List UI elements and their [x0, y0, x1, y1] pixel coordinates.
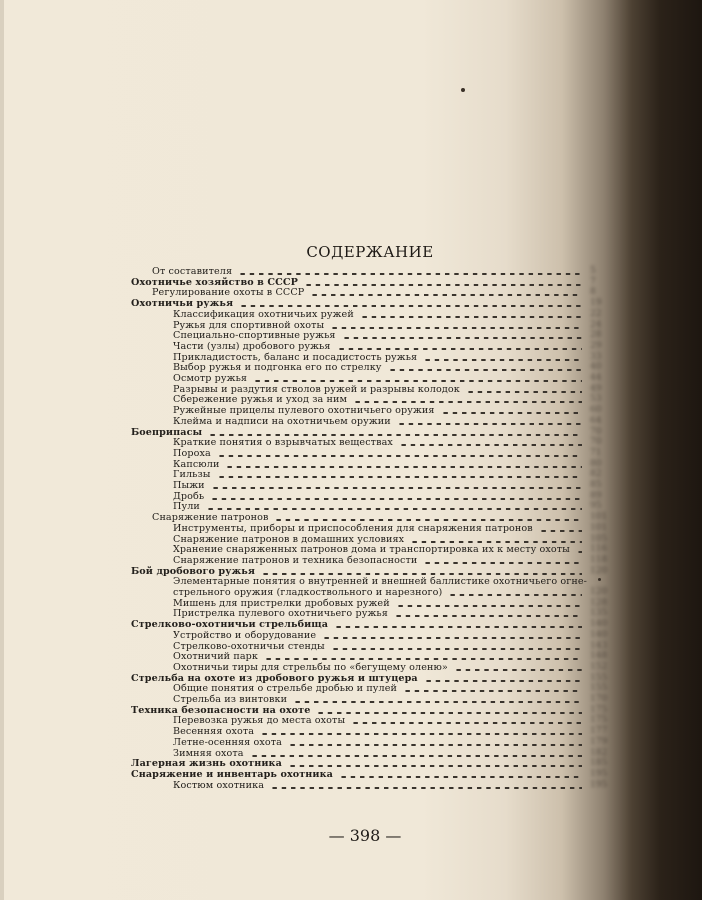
toc-entry-page: 101	[590, 512, 608, 523]
toc-dot-leader	[403, 690, 582, 692]
toc-dot-leader	[208, 434, 582, 436]
toc-entry-title: Гильзы	[173, 469, 211, 481]
toc-entry-title: Дробь	[173, 490, 205, 502]
toc-entry-page: 128	[590, 597, 608, 608]
toc-entry-page: 80	[590, 458, 602, 469]
toc-entry-page: 177	[590, 726, 608, 737]
toc-entry-page: 118	[590, 554, 608, 565]
toc-entry-page: 29	[590, 340, 602, 351]
toc-entry	[0, 362, 702, 373]
toc-entry-title: Ружейные прицелы пулевого охотничьего оружия	[173, 405, 435, 417]
toc-entry-title: Перевозка ружья до места охоты	[173, 715, 346, 727]
toc-entry-title: Краткие понятия о взрывчатых веществах	[173, 437, 393, 449]
toc-entry-page: 135	[590, 608, 608, 619]
toc-dot-leader	[253, 380, 582, 382]
toc-entry-page: 70	[590, 426, 602, 437]
toc-entry-title: Общие понятия о стрельбе дробью и пулей	[173, 683, 398, 695]
toc-dot-leader	[334, 626, 582, 628]
toc-entry	[0, 662, 702, 673]
toc-dot-leader	[270, 787, 582, 789]
toc-entry-title: Зимняя охота	[173, 747, 244, 759]
toc-entry-page: 195	[590, 779, 608, 790]
toc-entry-title: стрельного оружия (гладкоствольного и нарезного)	[173, 587, 443, 598]
toc-entry-page: 49	[590, 383, 602, 394]
toc-dot-leader	[351, 722, 582, 724]
toc-dot-leader	[274, 519, 582, 521]
toc-dot-leader	[260, 733, 582, 735]
toc-dot-leader	[454, 669, 582, 671]
toc-entry-title: Снаряжение патронов	[152, 512, 269, 524]
toc-entry-page: 33	[590, 351, 602, 362]
toc-entry-page: 53	[590, 394, 602, 405]
toc-entry	[0, 341, 702, 352]
toc-entry-page: 120	[590, 565, 608, 576]
toc-entry-title: Элементарные понятия о внутренней и внешней баллистике охотничьего огне-	[173, 576, 587, 588]
toc-entry-title: Бой дробового ружья	[131, 565, 256, 577]
toc-dot-leader	[423, 562, 582, 564]
toc-dot-leader	[239, 305, 582, 307]
toc-entry-title: Сбережение ружья и уход за ним	[173, 394, 348, 406]
toc-entry-page: 170	[590, 694, 608, 704]
toc-entry-title: Прикладистость, баланс и посадистость ружья	[173, 351, 418, 363]
toc-entry-page: 185	[590, 758, 608, 769]
toc-entry-page: 85	[590, 480, 602, 490]
toc-entry-page: 28	[590, 330, 602, 341]
toc-entry-page: 179	[590, 736, 608, 747]
toc-entry	[0, 630, 702, 641]
toc-entry-title: Пули	[173, 501, 200, 513]
toc-entry	[0, 534, 702, 545]
toc-entry	[0, 748, 702, 759]
toc-dot-leader	[206, 508, 582, 510]
toc-entry-title: Костюм охотника	[173, 779, 265, 791]
toc-dot-leader	[330, 327, 582, 329]
toc-dot-leader	[337, 348, 582, 350]
toc-entry	[0, 673, 702, 684]
toc-entry	[0, 619, 702, 630]
toc-entry	[0, 384, 702, 395]
toc-entry	[0, 298, 702, 309]
toc-entry-page: 8	[590, 287, 596, 298]
toc-entry-page: 155	[590, 683, 608, 694]
toc-entry-page: 60	[590, 405, 602, 416]
toc-entry-title: Пыжи	[173, 480, 205, 491]
toc-entry-page: 101	[590, 522, 608, 533]
toc-entry-title: Регулирование охоты в СССР	[152, 287, 305, 299]
toc-entry-page: 95	[590, 501, 602, 512]
toc-entry-title: Стрельба из винтовки	[173, 694, 288, 705]
toc-entry-title: Капсюли	[173, 458, 220, 470]
toc-entry	[0, 437, 702, 448]
toc-entry-page: 64	[590, 415, 602, 426]
toc-entry	[0, 598, 702, 609]
toc-entry	[0, 758, 702, 769]
toc-entry-title: Устройство и оборудование	[173, 629, 317, 641]
toc-entry	[0, 469, 702, 480]
toc-dot-leader	[288, 744, 582, 746]
toc-entry-page: 175	[590, 704, 608, 715]
toc-entry	[0, 352, 702, 363]
toc-dot-leader	[322, 637, 582, 639]
toc-entry-title: Охотничьи ружья	[131, 298, 234, 310]
toc-entry	[0, 287, 702, 298]
toc-dot-leader	[310, 294, 582, 296]
toc-entry-title: Стрелково-охотничьи стрельбища	[131, 619, 329, 631]
toc-entry	[0, 373, 702, 384]
toc-dot-leader	[217, 455, 582, 457]
toc-entry-title: Весенняя охота	[173, 726, 255, 738]
toc-dot-leader	[539, 530, 582, 532]
toc-dot-leader	[399, 444, 582, 446]
toc-entry	[0, 427, 702, 438]
toc-entry	[0, 459, 702, 470]
toc-entry	[0, 512, 702, 523]
toc-entry-title: Летне-осенняя охота	[173, 736, 282, 748]
toc-dot-leader	[576, 551, 582, 553]
toc-entry-title: Охотничий парк	[173, 651, 258, 663]
toc-entry	[0, 394, 702, 405]
toc-entry	[0, 683, 702, 694]
toc-entry	[0, 651, 702, 662]
toc-entry-title: Охотничьи тиры для стрельбы по «бегущему оленю»	[173, 661, 448, 673]
toc-entry-page: 140	[590, 619, 608, 630]
toc-entry-title: Классификация охотничьих ружей	[173, 308, 354, 320]
toc-entry-page: 143	[590, 640, 608, 651]
toc-entry-title: Боеприпасы	[131, 426, 203, 438]
toc-dot-leader	[217, 476, 582, 478]
toc-entry-title: Снаряжение патронов и техника безопасности	[173, 554, 418, 566]
toc-entry-page: 19	[590, 298, 602, 309]
toc-entry-title: Выбор ружья и подгонка его по стрелку	[173, 362, 382, 374]
toc-entry-title: От составителя	[152, 266, 233, 277]
toc-entry	[0, 448, 702, 459]
toc-entry	[0, 320, 702, 331]
toc-entry-page: 148	[590, 651, 608, 662]
toc-entry-page: 182	[590, 747, 608, 758]
toc-dot-leader	[264, 658, 582, 660]
toc-entry-page: 155	[590, 672, 608, 683]
toc-dot-leader	[424, 680, 582, 682]
toc-entry-title: Стрельба на охоте из дробового ружья и штуцера	[131, 672, 418, 684]
toc-entry-title: Пристрелка пулевого охотничьего ружья	[173, 608, 388, 620]
toc-entry	[0, 277, 702, 288]
toc-dot-leader	[261, 573, 582, 575]
toc-entry	[0, 694, 702, 705]
toc-dot-leader	[396, 605, 582, 607]
toc-entry	[0, 608, 702, 619]
toc-entry-page: 120	[590, 587, 608, 597]
toc-entry	[0, 715, 702, 726]
toc-dot-leader	[353, 401, 582, 403]
toc-entry-title: Разрывы и раздутия стволов ружей и разрывы колодок	[173, 383, 460, 395]
toc-entry-title: Охотничье хозяйство в СССР	[131, 276, 298, 288]
toc-entry	[0, 491, 702, 502]
toc-entry	[0, 544, 702, 555]
toc-entry-page: 140	[590, 629, 608, 640]
toc-dot-leader	[210, 498, 582, 500]
toc-entry	[0, 309, 702, 320]
toc-entry-title: Снаряжение патронов в домашних условиях	[173, 533, 405, 545]
toc-entry	[0, 566, 702, 577]
toc-entry-page: 71	[590, 447, 602, 458]
toc-entry	[0, 587, 702, 598]
toc-dot-leader	[250, 755, 582, 757]
toc-dot-leader	[466, 391, 582, 393]
toc-entry	[0, 405, 702, 416]
toc-dot-leader	[331, 648, 582, 650]
toc-entry	[0, 330, 702, 341]
toc-entry-page: 116	[590, 544, 608, 555]
toc-dot-leader	[448, 594, 582, 596]
toc-entry	[0, 480, 702, 491]
toc-entry	[0, 705, 702, 716]
toc-entry-title: Инструменты, приборы и приспособления для снаряжения патронов	[173, 522, 533, 534]
toc-dot-leader	[316, 712, 582, 714]
toc-entry	[0, 737, 702, 748]
toc-entry-title: Стрелково-охотничьи стенды	[173, 640, 325, 652]
ink-speck	[461, 88, 465, 92]
toc-dot-leader	[238, 273, 582, 275]
toc-entry	[0, 641, 702, 652]
toc-entry	[0, 576, 702, 587]
toc-entry-page: 22	[590, 308, 602, 319]
toc-entry-page: 89	[590, 490, 602, 501]
toc-heading: СОДЕРЖАНИЕ	[306, 243, 434, 261]
toc-dot-leader	[304, 284, 582, 286]
toc-entry-page: 40	[590, 362, 602, 373]
toc-dot-leader	[293, 701, 582, 703]
toc-entry-title: Мишень для пристрелки дробовых ружей	[173, 597, 390, 609]
toc-entry-page: 105	[590, 533, 608, 544]
toc-dot-leader	[339, 776, 582, 778]
toc-entry-title: Ружья для спортивной охоты	[173, 319, 325, 331]
toc-entry-title: Снаряжение и инвентарь охотника	[131, 768, 333, 780]
toc-entry	[0, 523, 702, 534]
page-number: — 398 —	[328, 826, 402, 845]
toc-entry-title: Лагерная жизнь охотника	[131, 758, 282, 770]
toc-entry-title: Техника безопасности на охоте	[131, 704, 311, 716]
toc-entry-title: Клейма и надписи на охотничьем оружии	[173, 415, 391, 427]
toc-dot-leader	[410, 541, 582, 543]
toc-dot-leader	[397, 423, 582, 425]
toc-entry	[0, 501, 702, 512]
toc-entry-page: 82	[590, 469, 602, 480]
toc-entry-page: 195	[590, 768, 608, 779]
toc-dot-leader	[211, 487, 582, 489]
toc-dot-leader	[394, 615, 582, 617]
toc-entry	[0, 726, 702, 737]
toc-entry-page: 7	[590, 276, 596, 287]
toc-entry-title: Части (узлы) дробового ружья	[173, 340, 331, 352]
toc-dot-leader	[288, 765, 582, 767]
toc-dot-leader	[342, 337, 582, 339]
toc-entry-page: 44	[590, 373, 602, 383]
toc-entry	[0, 769, 702, 780]
toc-entry-page: 70	[590, 437, 602, 448]
toc-entry-title: Хранение снаряженных патронов дома и транспортировка их к месту охоты	[173, 544, 570, 556]
toc-entry-page: 175	[590, 715, 608, 726]
toc-entry	[0, 555, 702, 566]
toc-entry-title: Осмотр ружья	[173, 373, 248, 384]
toc-dot-leader	[388, 369, 582, 371]
toc-dot-leader	[441, 412, 582, 414]
toc-entry	[0, 416, 702, 427]
toc-dot-leader	[360, 316, 582, 318]
toc-entry-page: 152	[590, 661, 608, 672]
toc-dot-leader	[225, 466, 582, 468]
toc-entry-title: Специально-спортивные ружья	[173, 330, 336, 342]
toc-entry-title: Пороха	[173, 447, 211, 459]
toc-entry	[0, 266, 702, 277]
toc-dot-leader	[423, 359, 582, 361]
toc-entry-page: 24	[590, 319, 602, 330]
toc-entry	[0, 780, 702, 791]
toc-entry-page: 5	[590, 266, 596, 276]
